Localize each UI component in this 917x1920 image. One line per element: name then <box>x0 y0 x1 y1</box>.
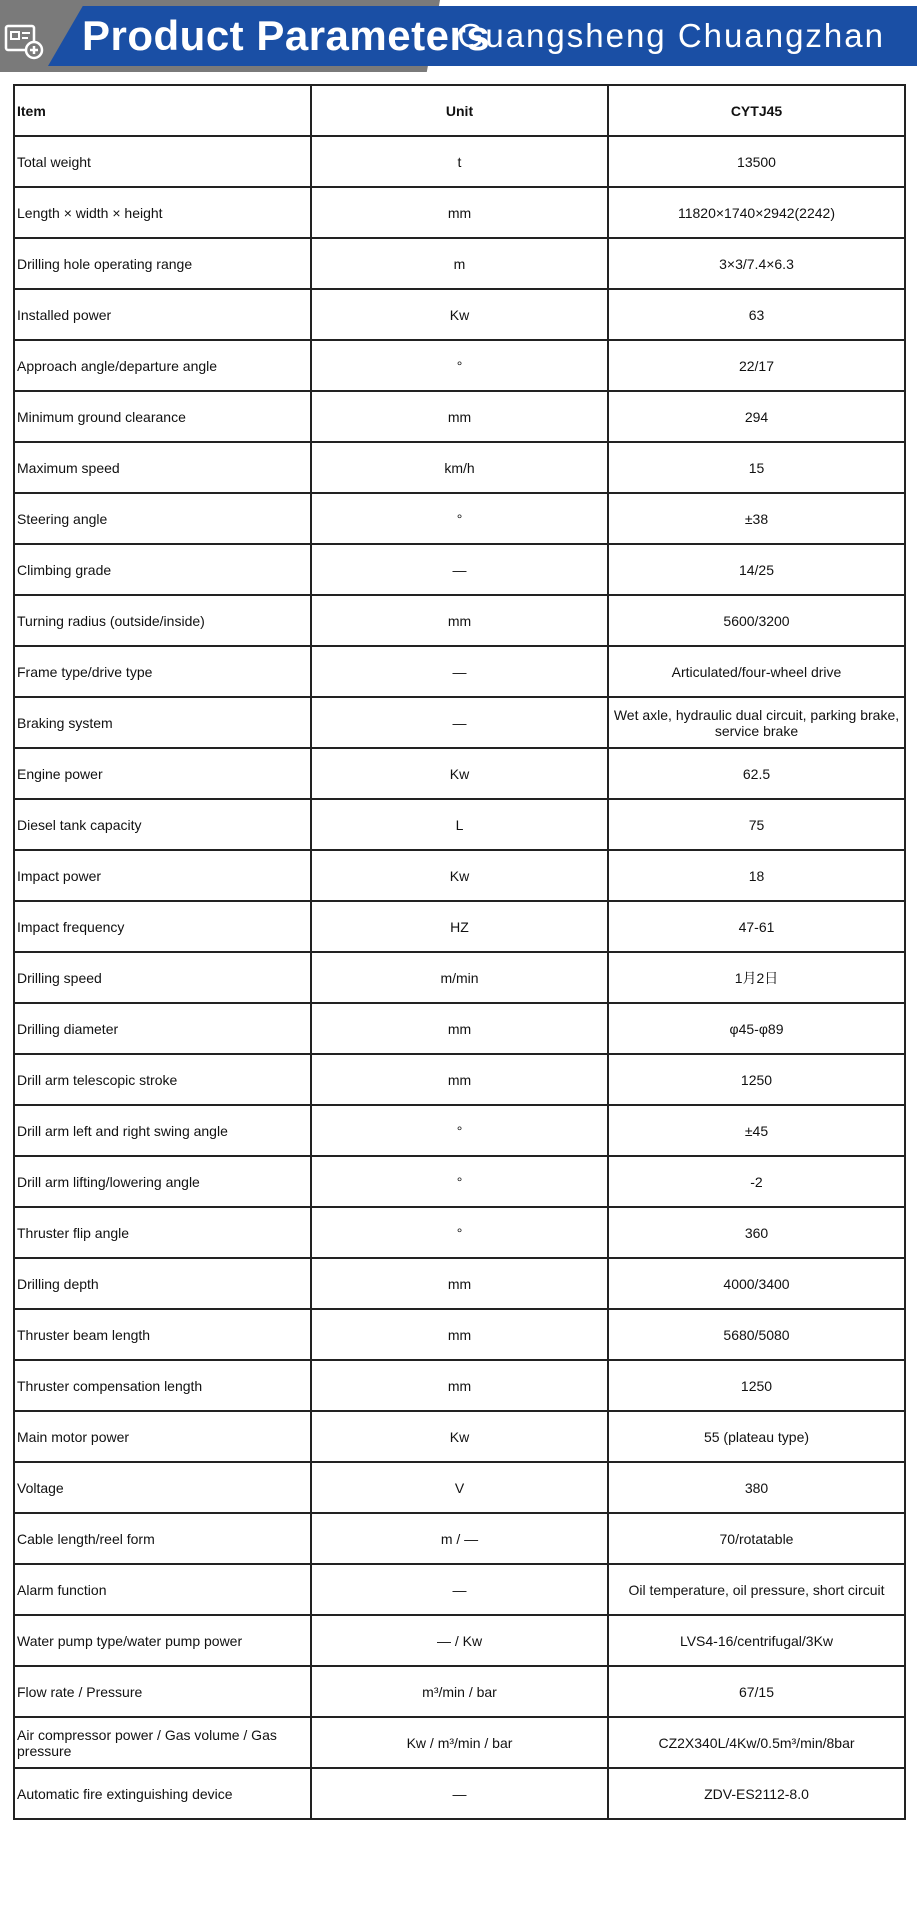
table-row <box>14 544 905 595</box>
cell-value: 63 <box>608 289 905 340</box>
cell-value: 1250 <box>608 1054 905 1105</box>
cell-unit: ° <box>311 493 608 544</box>
cell-unit: — / Kw <box>311 1615 608 1666</box>
column-header-unit: Unit <box>311 85 608 136</box>
column-header-item: Item <box>14 85 311 136</box>
table-row <box>14 1513 905 1564</box>
table-row <box>14 1360 905 1411</box>
cell-item: Thruster beam length <box>14 1309 311 1360</box>
cell-item: Climbing grade <box>14 544 311 595</box>
table-header-row <box>14 85 905 136</box>
cell-item: Length × width × height <box>14 187 311 238</box>
cell-item: Frame type/drive type <box>14 646 311 697</box>
cell-unit: km/h <box>311 442 608 493</box>
cell-unit: ° <box>311 1105 608 1156</box>
cell-unit: mm <box>311 1003 608 1054</box>
cell-value: 1250 <box>608 1360 905 1411</box>
cell-item: Voltage <box>14 1462 311 1513</box>
cell-item: Minimum ground clearance <box>14 391 311 442</box>
cell-value: 3×3/7.4×6.3 <box>608 238 905 289</box>
table-row <box>14 1105 905 1156</box>
cell-unit: t <box>311 136 608 187</box>
cell-unit: — <box>311 544 608 595</box>
cell-value: 62.5 <box>608 748 905 799</box>
cell-item: Impact frequency <box>14 901 311 952</box>
cell-unit: — <box>311 1564 608 1615</box>
cell-value: 70/rotatable <box>608 1513 905 1564</box>
table-row <box>14 901 905 952</box>
cell-unit: — <box>311 1768 608 1819</box>
table-row <box>14 850 905 901</box>
cell-value: LVS4-16/centrifugal/3Kw <box>608 1615 905 1666</box>
cell-item: Installed power <box>14 289 311 340</box>
cell-value: φ45-φ89 <box>608 1003 905 1054</box>
cell-item: Cable length/reel form <box>14 1513 311 1564</box>
cell-value: -2 <box>608 1156 905 1207</box>
cell-value: 22/17 <box>608 340 905 391</box>
cell-value: 14/25 <box>608 544 905 595</box>
cell-value: 294 <box>608 391 905 442</box>
cell-item: Drill arm telescopic stroke <box>14 1054 311 1105</box>
table-row <box>14 646 905 697</box>
cell-value: Articulated/four-wheel drive <box>608 646 905 697</box>
cell-item: Air compressor power / Gas volume / Gas pressure <box>14 1717 311 1768</box>
cell-unit: m/min <box>311 952 608 1003</box>
cell-value: CZ2X340L/4Kw/0.5m³/min/8bar <box>608 1717 905 1768</box>
table-row <box>14 391 905 442</box>
cell-item: Impact power <box>14 850 311 901</box>
cell-value: 11820×1740×2942(2242) <box>608 187 905 238</box>
cell-item: Turning radius (outside/inside) <box>14 595 311 646</box>
cell-item: Diesel tank capacity <box>14 799 311 850</box>
cell-item: Thruster compensation length <box>14 1360 311 1411</box>
cell-value: 15 <box>608 442 905 493</box>
table-row <box>14 1156 905 1207</box>
cell-value: Wet axle, hydraulic dual circuit, parking brake, service brake <box>608 697 905 748</box>
cell-item: Automatic fire extinguishing device <box>14 1768 311 1819</box>
table-row <box>14 799 905 850</box>
company-name: Guangsheng Chuangzhan <box>457 17 885 54</box>
cell-item: Drill arm lifting/lowering angle <box>14 1156 311 1207</box>
cell-value: 67/15 <box>608 1666 905 1717</box>
header-banner <box>0 0 917 72</box>
table-row <box>14 748 905 799</box>
cell-value: 75 <box>608 799 905 850</box>
cell-unit: Kw <box>311 748 608 799</box>
cell-unit: L <box>311 799 608 850</box>
cell-item: Approach angle/departure angle <box>14 340 311 391</box>
cell-value: 5600/3200 <box>608 595 905 646</box>
table-row <box>14 697 905 748</box>
cell-item: Flow rate / Pressure <box>14 1666 311 1717</box>
cell-unit: Kw / m³/min / bar <box>311 1717 608 1768</box>
table-row <box>14 289 905 340</box>
cell-item: Main motor power <box>14 1411 311 1462</box>
cell-value: 13500 <box>608 136 905 187</box>
cell-item: Alarm function <box>14 1564 311 1615</box>
cell-item: Engine power <box>14 748 311 799</box>
cell-item: Drill arm left and right swing angle <box>14 1105 311 1156</box>
cell-unit: mm <box>311 595 608 646</box>
cell-unit: V <box>311 1462 608 1513</box>
cell-unit: mm <box>311 391 608 442</box>
table-row <box>14 1207 905 1258</box>
table-row <box>14 1462 905 1513</box>
cell-value: 4000/3400 <box>608 1258 905 1309</box>
cell-unit: Kw <box>311 850 608 901</box>
cell-value: 18 <box>608 850 905 901</box>
page-title: Product Parameters <box>82 12 491 59</box>
cell-unit: mm <box>311 187 608 238</box>
cell-value: ±45 <box>608 1105 905 1156</box>
cell-value: 380 <box>608 1462 905 1513</box>
table-row <box>14 340 905 391</box>
parameters-table <box>13 84 906 1820</box>
cell-item: Drilling hole operating range <box>14 238 311 289</box>
table-row <box>14 238 905 289</box>
cell-value: ±38 <box>608 493 905 544</box>
cell-value: 47-61 <box>608 901 905 952</box>
table-row <box>14 187 905 238</box>
table-row <box>14 1054 905 1105</box>
cell-item: Steering angle <box>14 493 311 544</box>
cell-unit: mm <box>311 1309 608 1360</box>
table-row <box>14 1309 905 1360</box>
table-row <box>14 952 905 1003</box>
cell-unit: m³/min / bar <box>311 1666 608 1717</box>
table-row <box>14 1564 905 1615</box>
cell-unit: mm <box>311 1258 608 1309</box>
cell-unit: Kw <box>311 1411 608 1462</box>
column-header-model: CYTJ45 <box>608 85 905 136</box>
cell-unit: HZ <box>311 901 608 952</box>
cell-value: 5680/5080 <box>608 1309 905 1360</box>
table-row <box>14 1615 905 1666</box>
product-add-icon <box>4 22 44 60</box>
cell-item: Maximum speed <box>14 442 311 493</box>
cell-item: Water pump type/water pump power <box>14 1615 311 1666</box>
cell-unit: m / — <box>311 1513 608 1564</box>
table-row <box>14 1258 905 1309</box>
cell-value: 1月2日 <box>608 952 905 1003</box>
table-row <box>14 1666 905 1717</box>
table-row <box>14 1411 905 1462</box>
table-row <box>14 1003 905 1054</box>
table-row <box>14 1717 905 1768</box>
cell-unit: — <box>311 697 608 748</box>
cell-value: ZDV-ES2112-8.0 <box>608 1768 905 1819</box>
table-row <box>14 442 905 493</box>
cell-value: Oil temperature, oil pressure, short circuit <box>608 1564 905 1615</box>
cell-item: Drilling speed <box>14 952 311 1003</box>
cell-unit: ° <box>311 1156 608 1207</box>
cell-value: 360 <box>608 1207 905 1258</box>
cell-unit: Kw <box>311 289 608 340</box>
cell-unit: mm <box>311 1054 608 1105</box>
cell-unit: — <box>311 646 608 697</box>
cell-item: Thruster flip angle <box>14 1207 311 1258</box>
cell-item: Total weight <box>14 136 311 187</box>
table-row <box>14 493 905 544</box>
cell-unit: mm <box>311 1360 608 1411</box>
cell-unit: ° <box>311 340 608 391</box>
cell-item: Drilling depth <box>14 1258 311 1309</box>
table-row <box>14 136 905 187</box>
cell-unit: m <box>311 238 608 289</box>
table-row <box>14 595 905 646</box>
cell-item: Braking system <box>14 697 311 748</box>
table-row <box>14 1768 905 1819</box>
cell-unit: ° <box>311 1207 608 1258</box>
cell-item: Drilling diameter <box>14 1003 311 1054</box>
cell-value: 55 (plateau type) <box>608 1411 905 1462</box>
